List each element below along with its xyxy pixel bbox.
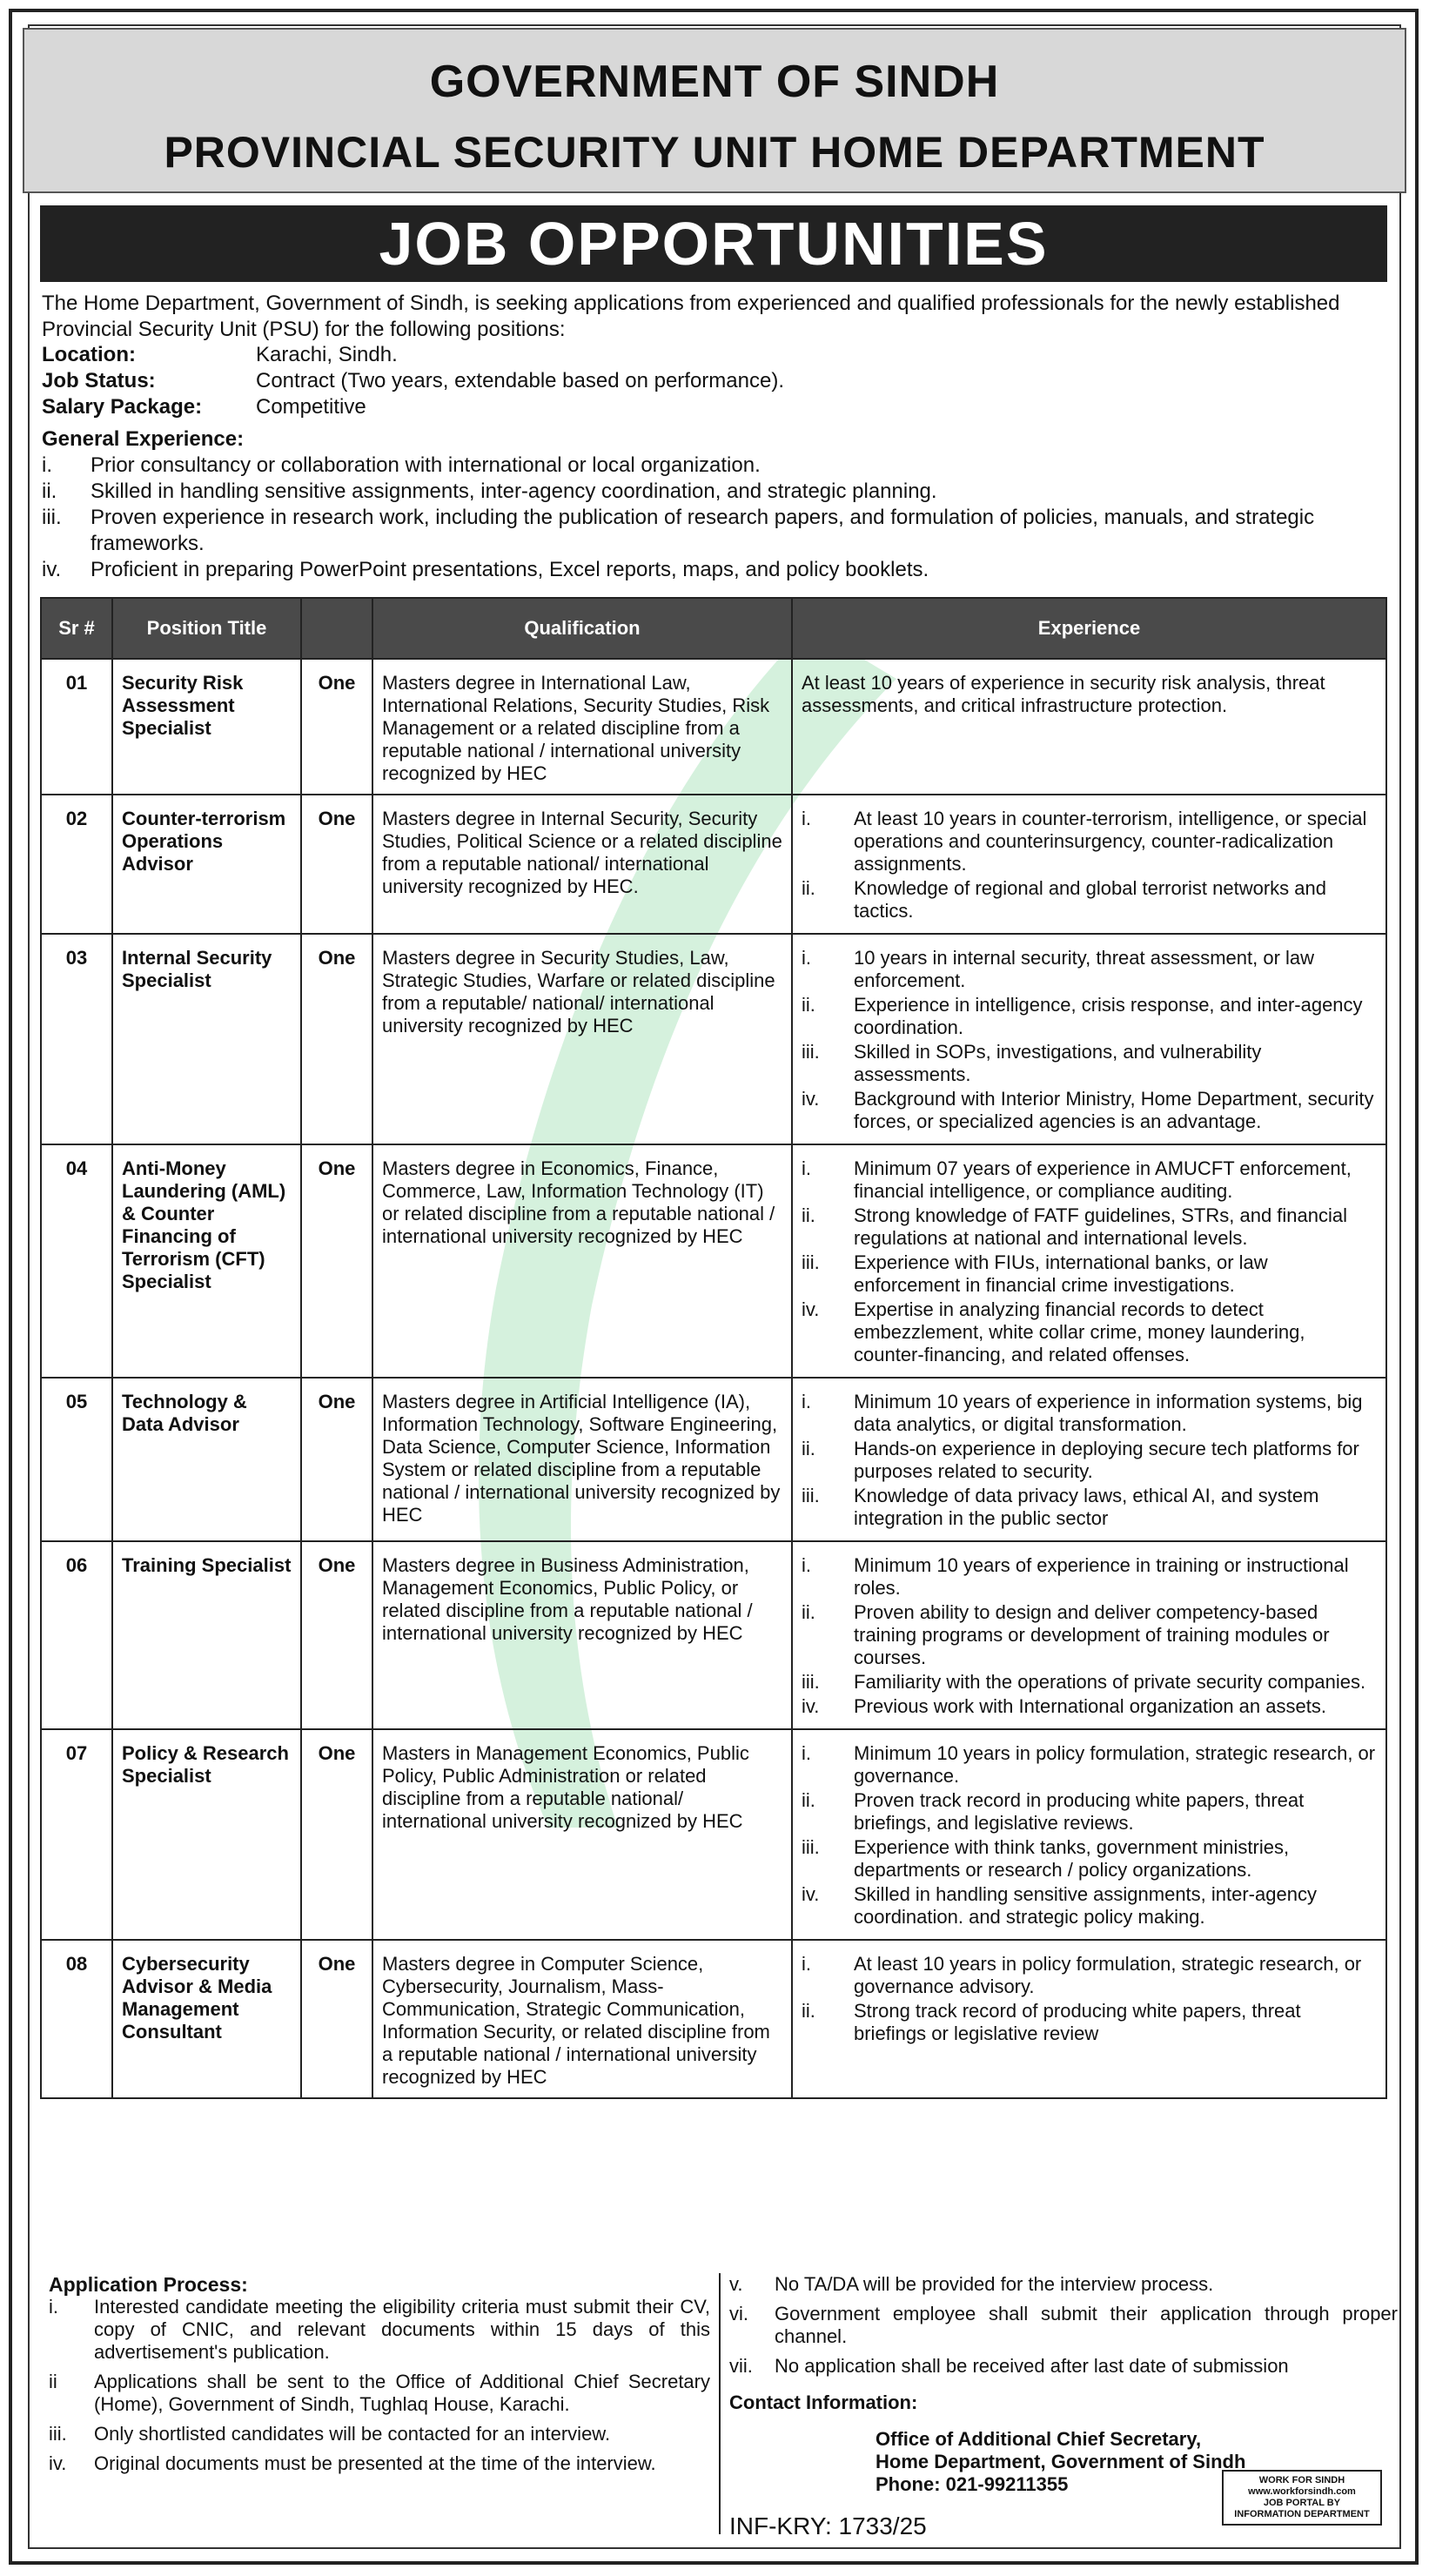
detail-label: Location:	[42, 343, 136, 366]
experience-item	[802, 1671, 1377, 1694]
item-number: iii.	[49, 2423, 67, 2445]
item-text: No TA/DA will be provided for the interview process.	[775, 2273, 1214, 2295]
list-item	[49, 2371, 710, 2416]
logo-line: WORK FOR SINDH	[1258, 2475, 1345, 2485]
row-experience	[792, 659, 1386, 795]
experience-item	[802, 877, 1377, 922]
item-number: ii.	[802, 994, 815, 1016]
table-header-row	[41, 598, 1386, 659]
row-position: Training Specialist	[112, 1541, 301, 1729]
item-text: Strong track record of producing white papers, threat briefings or legislative review	[854, 2000, 1301, 2044]
item-number: i.	[42, 453, 52, 477]
row-sr: 07	[41, 1729, 112, 1940]
experience-item	[802, 1251, 1377, 1297]
item-text: Only shortlisted candidates will be contacted for an interview.	[94, 2423, 611, 2445]
experience-item	[802, 672, 1377, 717]
row-qualification: Masters degree in Business Administration, Management Economics, Public Policy, or related discipline from a reputable national / international university recognized by HEC	[372, 1541, 792, 1729]
application-left-column	[49, 2273, 710, 2482]
table-row	[41, 1378, 1386, 1541]
row-quantity: One	[301, 934, 372, 1144]
row-quantity: One	[301, 659, 372, 795]
header-position: Position Title	[112, 598, 301, 659]
row-sr: 01	[41, 659, 112, 795]
detail-value: Karachi, Sindh.	[256, 343, 398, 366]
list-item	[729, 2355, 1398, 2378]
item-text: Minimum 10 years in policy formulation, strategic research, or governance.	[854, 1742, 1376, 1787]
row-quantity: One	[301, 795, 372, 934]
row-experience	[792, 1541, 1386, 1729]
contact-line: Home Department, Government of Sindh	[876, 2451, 1246, 2472]
experience-item	[802, 1391, 1377, 1436]
row-qualification: Masters degree in Artificial Intelligence (IA), Information Technology, Software Engineering, Data Science, Computer Science, Information System or related discipline from a reputable national / international university recognized by HEC	[372, 1378, 792, 1541]
row-position: Internal Security Specialist	[112, 934, 301, 1144]
row-qualification: Masters degree in Internal Security, Security Studies, Political Science or a related discipline from a reputable national/ international university recognized by HEC.	[372, 795, 792, 934]
header-experience: Experience	[792, 598, 1386, 659]
item-text: Skilled in SOPs, investigations, and vulnerability assessments.	[854, 1041, 1262, 1085]
table-row	[41, 659, 1386, 795]
item-text: Applications shall be sent to the Office of Additional Chief Secretary (Home), Government of Sindh, Tughlaq House, Karachi.	[94, 2371, 710, 2415]
contact-phone: Phone: 021-99211355	[876, 2473, 1069, 2495]
item-number: iii.	[802, 1671, 820, 1693]
list-item	[729, 2273, 1398, 2296]
item-number: iv.	[802, 1695, 820, 1717]
row-experience	[792, 795, 1386, 934]
experience-item	[802, 1088, 1377, 1133]
row-quantity: One	[301, 1729, 372, 1940]
item-number: iv.	[802, 1298, 820, 1320]
item-text: Skilled in handling sensitive assignments, inter-agency coordination. and strategic policy making.	[854, 1883, 1317, 1928]
item-text: Proficient in preparing PowerPoint presentations, Excel reports, maps, and policy booklets.	[91, 558, 929, 581]
experience-item	[802, 1789, 1377, 1835]
experience-item	[802, 808, 1377, 875]
experience-item	[802, 1836, 1377, 1882]
experience-item	[802, 1298, 1377, 1366]
table-row	[41, 1729, 1386, 1940]
detail-job-status	[42, 369, 784, 393]
item-number: i.	[802, 808, 811, 829]
item-number: ii.	[42, 480, 57, 503]
item-number: iii.	[802, 1041, 820, 1063]
table-row	[41, 934, 1386, 1144]
experience-item	[802, 1485, 1377, 1530]
contact-title: Contact Information:	[729, 2392, 918, 2413]
item-text: Prior consultancy or collaboration with international or local organization.	[91, 453, 761, 477]
row-experience	[792, 934, 1386, 1144]
row-sr: 05	[41, 1378, 112, 1541]
row-position: Anti-Money Laundering (AML) & Counter Financing of Terrorism (CFT) Specialist	[112, 1144, 301, 1378]
item-text: Previous work with International organization an assets.	[854, 1695, 1326, 1717]
row-sr: 04	[41, 1144, 112, 1378]
list-item	[42, 505, 1391, 557]
positions-table	[40, 597, 1387, 2099]
row-position: Cybersecurity Advisor & Media Management Consultant	[112, 1940, 301, 2098]
detail-value: Contract (Two years, extendable based on performance).	[256, 369, 784, 392]
row-position: Technology & Data Advisor	[112, 1378, 301, 1541]
row-position: Policy & Research Specialist	[112, 1729, 301, 1940]
item-text: Proven experience in research work, including the publication of research papers, and formulation of policies, manuals, and strategic frameworks.	[91, 506, 1315, 555]
item-text: Interested candidate meeting the eligibility criteria must submit their CV, copy of CNIC, and relevant documents within 15 days of this advertisement's publication.	[94, 2296, 710, 2363]
detail-label: Salary Package:	[42, 395, 203, 419]
experience-item	[802, 2000, 1377, 2045]
general-experience-title: General Experience:	[42, 427, 245, 451]
item-number: v.	[729, 2273, 743, 2295]
header-title: GOVERNMENT OF SINDH	[429, 57, 1000, 107]
row-quantity: One	[301, 1144, 372, 1378]
item-text: Experience in intelligence, crisis response, and inter-agency coordination.	[854, 994, 1363, 1038]
experience-item	[802, 947, 1377, 992]
item-number: ii.	[802, 2000, 815, 2022]
work-for-sindh-logo	[1222, 2470, 1382, 2526]
row-sr: 02	[41, 795, 112, 934]
row-experience	[792, 1378, 1386, 1541]
row-quantity: One	[301, 1541, 372, 1729]
item-text: Proven ability to design and deliver competency-based training programs or development of training modules or courses.	[854, 1601, 1330, 1668]
experience-item	[802, 1601, 1377, 1669]
list-item	[42, 479, 1391, 505]
row-experience	[792, 1940, 1386, 2098]
item-text: At least 10 years in counter-terrorism, intelligence, or special operations and counterinsurgency, counter-radicalization assignments.	[854, 808, 1367, 875]
item-text: Experience with FIUs, international banks, or law enforcement in financial crime investigations.	[854, 1251, 1268, 1296]
item-text: Experience with think tanks, government ministries, departments or research / policy organizations.	[854, 1836, 1290, 1881]
experience-item	[802, 1742, 1377, 1788]
item-text: At least 10 years in policy formulation, strategic research, or governance advisory.	[854, 1953, 1362, 1997]
item-text: Minimum 10 years of experience in training or instructional roles.	[854, 1554, 1349, 1599]
item-number: iii.	[802, 1836, 820, 1858]
contact-line: Office of Additional Chief Secretary,	[876, 2428, 1202, 2450]
table-body	[41, 659, 1386, 2098]
table-row	[41, 1144, 1386, 1378]
item-number: iv.	[802, 1088, 820, 1110]
row-sr: 08	[41, 1940, 112, 2098]
item-text: Proven track record in producing white papers, threat briefings, and legislative reviews.	[854, 1789, 1305, 1834]
experience-item	[802, 1041, 1377, 1086]
item-number: iv.	[49, 2452, 67, 2474]
header-qualification: Qualification	[372, 598, 792, 659]
reference-number: INF-KRY: 1733/25	[729, 2512, 927, 2539]
row-qualification: Masters degree in International Law, International Relations, Security Studies, Risk Management or a related discipline from a reputable national / international university recognized by HEC	[372, 659, 792, 795]
experience-item	[802, 1157, 1377, 1203]
experience-item	[802, 1883, 1377, 1929]
experience-item	[802, 1438, 1377, 1483]
item-number: i.	[802, 1953, 811, 1975]
item-number: ii.	[802, 1438, 815, 1459]
item-number: i.	[802, 1391, 811, 1412]
item-text: Hands-on experience in deploying secure tech platforms for purposes related to security.	[854, 1438, 1359, 1482]
item-text: Minimum 10 years of experience in information systems, big data analytics, or digital transformation.	[854, 1391, 1363, 1435]
item-number: iii.	[42, 506, 62, 529]
experience-item	[802, 1554, 1377, 1600]
detail-label: Job Status:	[42, 369, 156, 392]
item-text: Knowledge of regional and global terrorist networks and tactics.	[854, 877, 1326, 922]
item-number: iii.	[802, 1485, 820, 1506]
header-blank	[301, 598, 372, 659]
general-experience	[42, 426, 1391, 583]
item-text: Familiarity with the operations of private security companies.	[854, 1671, 1366, 1693]
header-sr: Sr #	[41, 598, 112, 659]
detail-value: Competitive	[256, 395, 366, 419]
item-number: ii.	[802, 1601, 815, 1623]
list-item	[42, 453, 1391, 479]
row-qualification: Masters degree in Security Studies, Law, Strategic Studies, Warfare or related discipline from a reputable/ national/ international university recognized by HEC	[372, 934, 792, 1144]
item-number: ii	[49, 2371, 57, 2392]
row-qualification: Masters degree in Computer Science, Cybersecurity, Journalism, Mass-Communication, Strategic Communication, Information Security, or related discipline from a reputable national / international university recognized by HEC	[372, 1940, 792, 2098]
list-item	[49, 2452, 710, 2475]
item-text: Minimum 07 years of experience in AMUCFT enforcement, financial intelligence, or compliance auditing.	[854, 1157, 1352, 1202]
list-item	[49, 2423, 710, 2445]
item-number: i.	[802, 1554, 811, 1576]
item-number: ii.	[802, 1789, 815, 1811]
item-number: i.	[49, 2296, 58, 2318]
table-row	[41, 795, 1386, 934]
item-number: vi.	[729, 2303, 748, 2324]
logo-line: JOB PORTAL BY	[1263, 2498, 1341, 2508]
item-text: Expertise in analyzing financial records to detect embezzlement, white collar crime, money laundering, counter-financing, and related offenses.	[854, 1298, 1305, 1365]
row-qualification: Masters degree in Economics, Finance, Commerce, Law, Information Technology (IT) or related discipline from a reputable national / international university recognized by HEC	[372, 1144, 792, 1378]
item-text: Original documents must be presented at the time of the interview.	[94, 2452, 656, 2474]
header-box	[23, 28, 1406, 193]
list-item	[49, 2296, 710, 2364]
banner-title: JOB OPPORTUNITIES	[40, 205, 1387, 282]
item-text: Knowledge of data privacy laws, ethical AI, and system integration in the public sector	[854, 1485, 1319, 1529]
item-number: iii.	[802, 1251, 820, 1273]
detail-salary	[42, 395, 366, 419]
header-subtitle: PROVINCIAL SECURITY UNIT HOME DEPARTMENT	[164, 128, 1265, 177]
row-sr: 06	[41, 1541, 112, 1729]
experience-item	[802, 994, 1377, 1039]
item-number: vii.	[729, 2355, 753, 2377]
table-row	[41, 1940, 1386, 2098]
item-number: iv.	[42, 558, 62, 581]
item-text: Skilled in handling sensitive assignments, inter-agency coordination, and strategic planning.	[91, 480, 937, 503]
experience-item	[802, 1953, 1377, 1998]
intro-text: The Home Department, Government of Sindh, is seeking applications from experienced and qualified professionals for the newly established Provincial Security Unit (PSU) for the following positions:	[42, 292, 1340, 341]
row-quantity: One	[301, 1940, 372, 2098]
item-text: Government employee shall submit their application through proper channel.	[775, 2303, 1398, 2347]
item-text: At least 10 years of experience in security risk analysis, threat assessments, and critical infrastructure protection.	[802, 672, 1325, 716]
table-row	[41, 1541, 1386, 1729]
list-item	[729, 2303, 1398, 2348]
logo-line: www.workforsindh.com	[1248, 2486, 1356, 2497]
item-text: Strong knowledge of FATF guidelines, STRs, and financial regulations at national and international levels.	[854, 1204, 1348, 1249]
row-quantity: One	[301, 1378, 372, 1541]
application-right-column	[719, 2273, 1398, 2539]
row-sr: 03	[41, 934, 112, 1144]
application-title: Application Process:	[49, 2273, 248, 2296]
row-experience	[792, 1729, 1386, 1940]
experience-item	[802, 1695, 1377, 1718]
item-number: ii.	[802, 1204, 815, 1226]
item-number: i.	[802, 1742, 811, 1764]
item-number: iv.	[802, 1883, 820, 1905]
row-position: Security Risk Assessment Specialist	[112, 659, 301, 795]
row-position: Counter-terrorism Operations Advisor	[112, 795, 301, 934]
item-text: No application shall be received after last date of submission	[775, 2355, 1289, 2377]
list-item	[42, 557, 1391, 583]
logo-line: INFORMATION DEPARTMENT	[1234, 2509, 1370, 2519]
item-number: i.	[802, 947, 811, 969]
item-number: ii.	[802, 877, 815, 899]
item-text: Background with Interior Ministry, Home Department, security forces, or specialized agencies is an advantage.	[854, 1088, 1374, 1132]
item-text: 10 years in internal security, threat assessment, or law enforcement.	[854, 947, 1315, 991]
experience-item	[802, 1204, 1377, 1250]
item-number: i.	[802, 1157, 811, 1179]
row-qualification: Masters in Management Economics, Public Policy, Public Administration or related discipline from a reputable national/ international university recognized by HEC	[372, 1729, 792, 1940]
detail-location	[42, 343, 398, 367]
row-experience	[792, 1144, 1386, 1378]
